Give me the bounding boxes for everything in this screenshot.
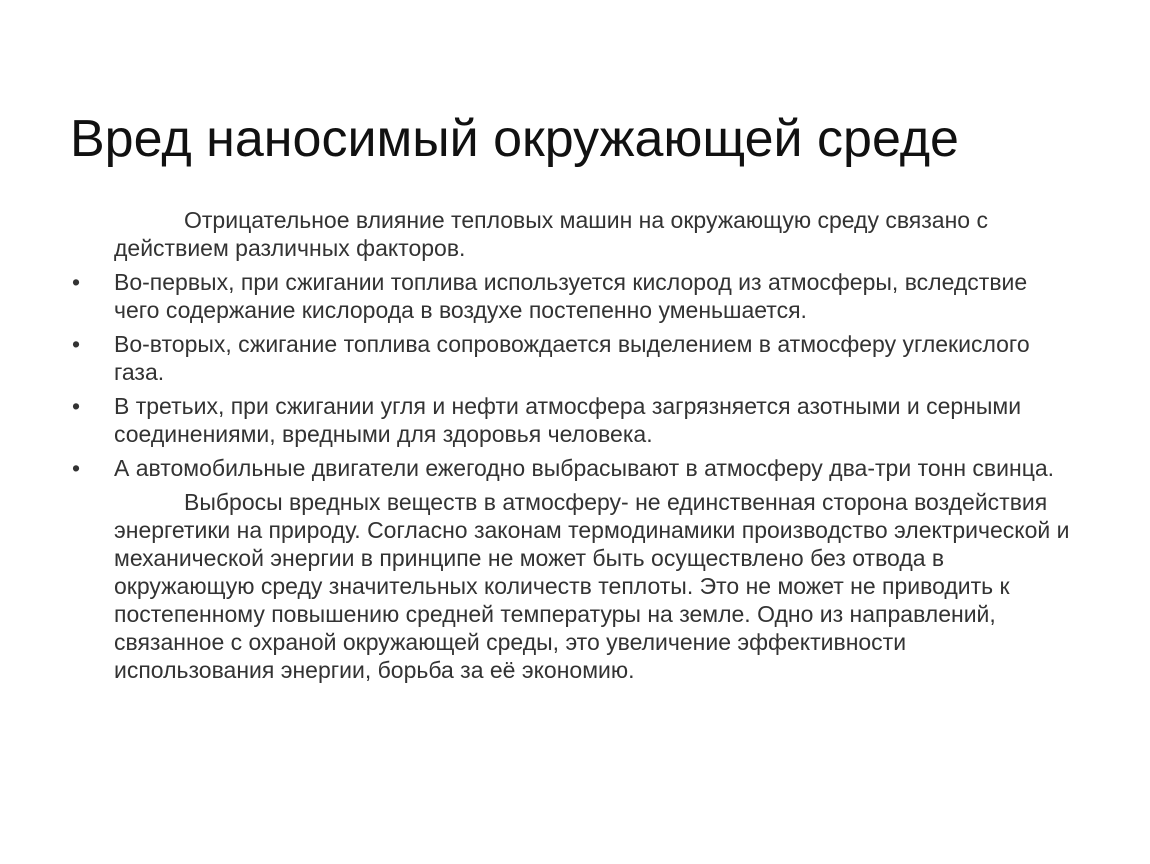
intro-paragraph: Отрицательное влияние тепловых машин на окружающую среду связано с действием различных факторов. — [114, 207, 988, 261]
bullet-text: Во-вторых, сжигание топлива сопровождается выделением в атмосферу углекислого газа. — [114, 331, 1030, 385]
bullet-item — [72, 392, 1072, 448]
bullet-icon: • — [72, 269, 81, 295]
bullet-text: В третьих, при сжигании угля и нефти атмосфера загрязняется азотными и серными соединениями, вредными для здоровья человека. — [114, 393, 1022, 447]
conclusion-paragraph: Выбросы вредных веществ в атмосферу- не единственная сторона воздействия энергетики на природу. Согласно законам термодинамики производство электрической и механической энергии в принципе не может быть осуществлено без отвода в окружающую среду значительных количеств теплоты. Это не может не приводить к постепенному повышению средней температуры на земле. Одно из направлений, связанное с охраной окружающей среды, это увеличение эффективности использования энергии, борьба за её экономию. — [114, 489, 1070, 683]
slide-body — [72, 206, 1072, 690]
bullet-item — [72, 330, 1072, 386]
bullet-list — [72, 268, 1072, 482]
bullet-text: Во-первых, при сжигании топлива используется кислород из атмосферы, вследствие чего содержание кислорода в воздухе постепенно уменьшается. — [114, 269, 1028, 323]
bullet-text: А автомобильные двигатели ежегодно выбрасывают в атмосферу два-три тонн свинца. — [114, 455, 1055, 481]
bullet-icon: • — [72, 331, 81, 357]
bullet-icon: • — [72, 455, 81, 481]
bullet-icon: • — [72, 393, 81, 419]
slide-title: Вред наносимый окружающей среде — [70, 110, 959, 168]
bullet-item — [72, 454, 1072, 482]
bullet-item — [72, 268, 1072, 324]
